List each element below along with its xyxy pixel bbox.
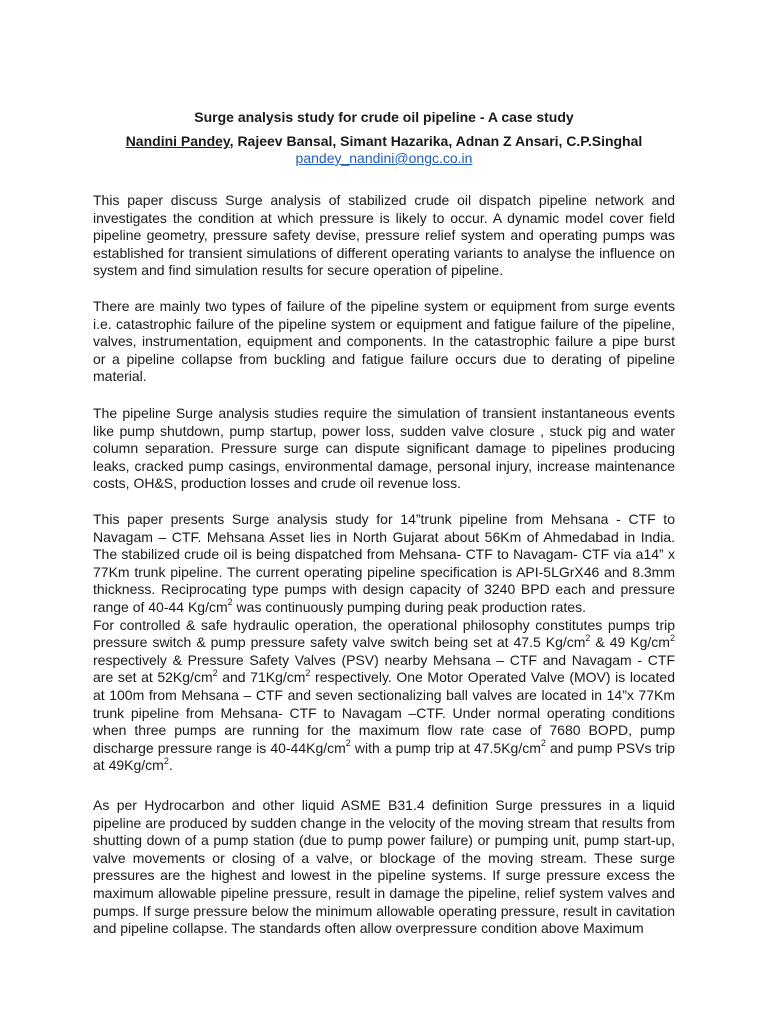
first-author: Nandini Pandey (125, 133, 230, 149)
text-line: when three pumps are running for the maximum flow rate case of 7680 BOPD, pump (93, 722, 675, 739)
text-line: pipeline are produced by sudden change in the velocity of the moving stream that results from (93, 814, 675, 831)
text-line: investigates the condition at which pressure is likely to occur. A dynamic model cover field (93, 209, 675, 226)
text-line: There are mainly two types of failure of the pipeline system or equipment from surge events (93, 298, 675, 314)
text-line: at $49Kg/cm^2$. (93, 755, 173, 774)
text-line: or a pipeline collapse from buckling and fatigue failure occurs due to derating of pipeline (93, 350, 675, 367)
paper-title: Surge analysis study for crude oil pipeline - A case study (194, 109, 574, 125)
text-line: pressure switch & pump pressure safety valve switch being set at 47.5 $Kg/cm^2$ & 49 $Kg/cm^2$ (93, 632, 675, 651)
surge-simulation-paragraph (93, 405, 675, 493)
text-line: column separation. Pressure surge can dispute significant damage to pipelines producing (93, 440, 675, 457)
text-line: For controlled & safe hydraulic operation, the operational philosophy constitutes pumps trip (93, 616, 675, 633)
text-line: at 100m from Mehsana – CTF and seven sectionalizing ball valves are located in 14”x 77Km (93, 686, 675, 703)
text-line: and pipeline collapse. The standards often allow overpressure condition above Maximum (93, 920, 644, 937)
text-line: are set at $52Kg/cm^2$ and $71Kg/cm^2$ respectively. One Motor Operated Valve (MOV) is located (93, 667, 675, 686)
asme-definition-paragraph (93, 797, 675, 938)
author-list (0, 132, 768, 150)
text-line: This paper presents Surge analysis study for 14”trunk pipeline from Mehsana - CTF to (93, 511, 675, 527)
text-line: material. (93, 368, 147, 385)
case-study-paragraph (93, 511, 675, 775)
text-line: discharge pressure range is $40-44Kg/cm^2$ with a pump trip at $47.5Kg/cm^2$ and pump PSVs trip (93, 738, 675, 756)
text-line: established for transient simulations of different operating variants to analyse the influence on (93, 244, 675, 261)
failure-types-paragraph (93, 298, 675, 386)
text-line: shutting down of a pump station (due to pump power failure) or pumping unit, pump start-up, (93, 832, 675, 849)
text-line: pumps. If surge pressure below the minimum allowable operating pressure, result in cavitation (93, 902, 676, 919)
text-line: costs, OH&S, production losses and crude oil revenue loss. (93, 475, 462, 492)
text-line: leaks, cracked pump casings, environmental damage, personal injury, increase maintenance (93, 457, 675, 474)
text-line: This paper discuss Surge analysis of stabilized crude oil dispatch pipeline network and (93, 192, 675, 208)
abstract-paragraph (93, 192, 675, 280)
text-line: maximum allowable pipeline pressure, result in damage the pipeline, relief system valves and (93, 884, 675, 901)
text-line: 77Km trunk pipeline. The current operating pipeline specification is API-5LGrX46 and 8.3mm (93, 563, 675, 580)
text-line: thickness. Reciprocating type pumps with design capacity of 3240 BPD each and pressure (93, 581, 675, 598)
text-line: range of 40-44 $Kg/cm^2$ was continuously pumping during peak production rates. (93, 597, 586, 615)
text-line: The pipeline Surge analysis studies require the simulation of transient instantaneous events (93, 405, 675, 421)
text-line: valves, instrumentation, equipment and components. In the catastrophic failure a pipe burst (93, 333, 675, 350)
text-line: pipeline geometry, pressure safety devise, pressure relief system and operating pumps was (93, 227, 675, 244)
author-email-link[interactable]: pandey_nandini@ongc.co.in (295, 150, 473, 166)
text-line: i.e. catastrophic failure of the pipeline system or equipment and fatigue failure of the pipeline, (93, 315, 675, 332)
text-line: valve movements or closing of a valve, or blockage of the moving stream. These surge (93, 849, 675, 866)
text-line: like pump shutdown, pump startup, power loss, sudden valve closure , stuck pig and water (93, 422, 675, 439)
text-line: pressures are the highest and lowest in the pipeline systems. If surge pressure excess the (93, 867, 675, 884)
co-authors: , Rajeev Bansal, Simant Hazarika, Adnan Z Ansari, C.P.Singhal (229, 133, 643, 149)
text-line: respectively & Pressure Safety Valves (PSV) nearby Mehsana – CTF and Navagam - CTF (93, 651, 675, 668)
text-line: Navagam – CTF. Mehsana Asset lies in North Gujarat about 56Km of Ahmedabad in India. (93, 528, 675, 545)
text-line: The stabilized crude oil is being dispatched from Mehsana- CTF to Navagam- CTF via a14” x (93, 546, 675, 563)
text-line: trunk pipeline from Mehsana- CTF to Navagam –CTF. Under normal operating conditions (93, 704, 675, 721)
text-line: As per Hydrocarbon and other liquid ASME B31.4 definition Surge pressures in a liquid (93, 797, 675, 813)
text-line: system and find simulation results for secure operation of pipeline. (93, 262, 504, 279)
